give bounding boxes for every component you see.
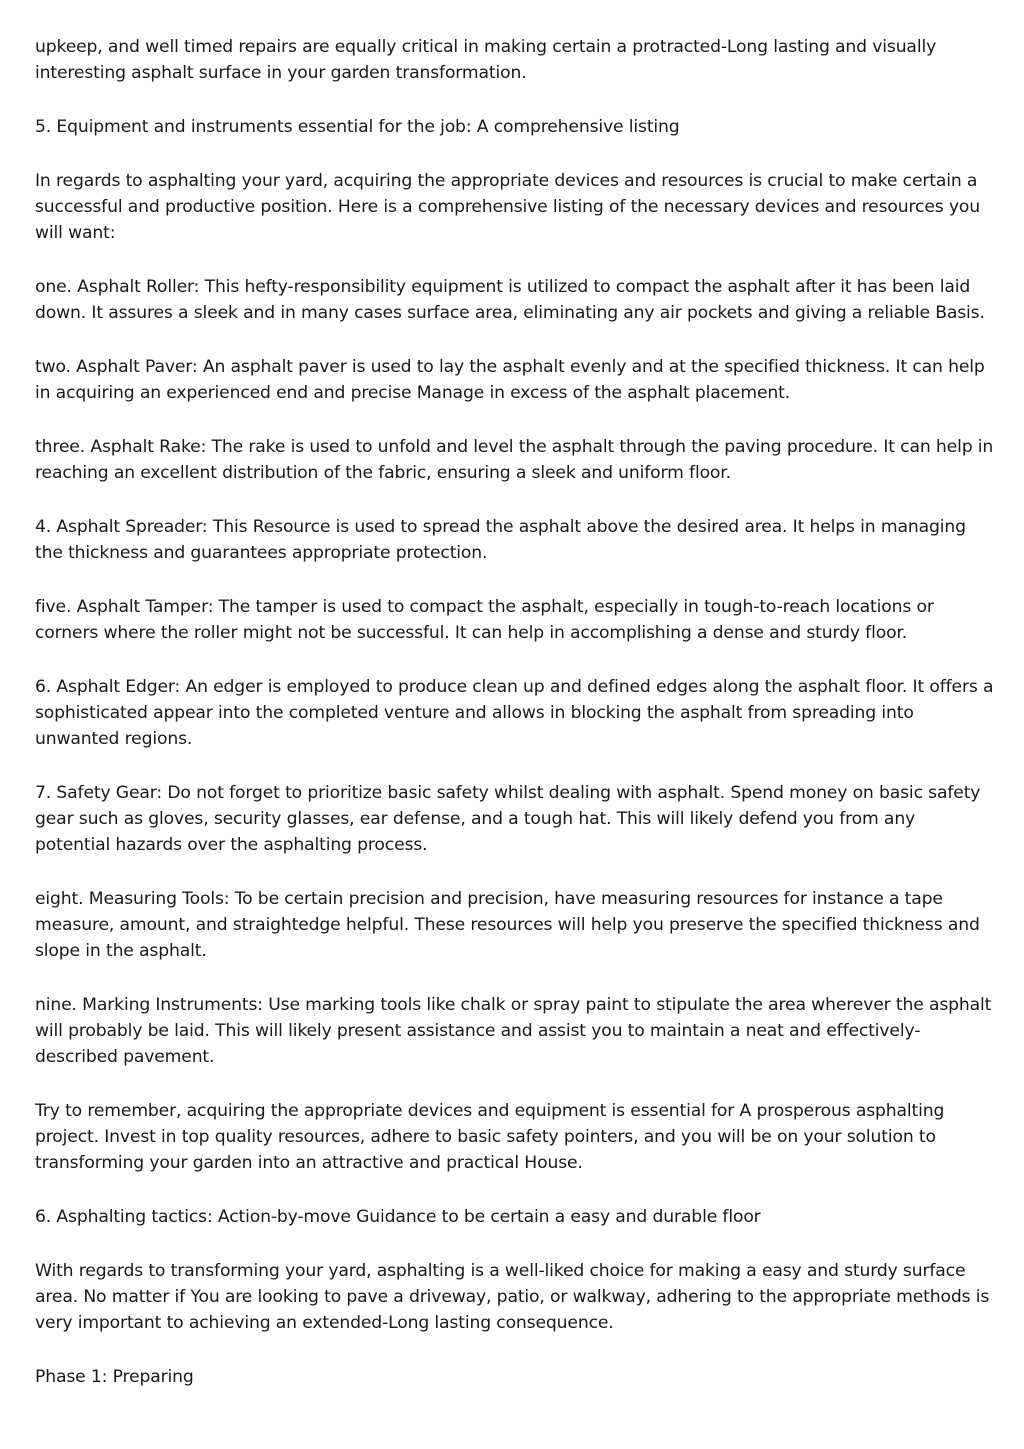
section-heading-techniques: 6. Asphalting tactics: Action-by-move Guidance to be certain a easy and durable floor <box>35 1207 761 1227</box>
list-item-asphalt-edger: 6. Asphalt Edger: An edger is employed to produce clean up and defined edges along the asphalt floor. It offers a sophisticated appear into the completed venture and allows in blocking the asphalt from spreading into unwanted regions. <box>35 677 994 749</box>
list-item-safety-gear: 7. Safety Gear: Do not forget to prioritize basic safety whilst dealing with asphalt. Spend money on basic safety gear such as gloves, security glasses, ear defense, and a tough hat. This will likely defend you from any potential hazards over the asphalting process. <box>35 783 981 855</box>
list-item-asphalt-paver: two. Asphalt Paver: An asphalt paver is used to lay the asphalt evenly and at the specified thickness. It can help in acquiring an experienced end and precise Manage in excess of the asphalt placement. <box>35 357 985 403</box>
paragraph-continuation: upkeep, and well timed repairs are equally critical in making certain a protracted-Long lasting and visually interesting asphalt surface in your garden transformation. <box>35 37 937 83</box>
list-item-marking-instruments: nine. Marking Instruments: Use marking tools like chalk or spray paint to stipulate the area wherever the asphalt will probably be laid. This will likely present assistance and assist you to maintain a neat and effectively-described pavement. <box>35 995 992 1067</box>
list-item-measuring-tools: eight. Measuring Tools: To be certain precision and precision, have measuring resources for instance a tape measure, amount, and straightedge helpful. These resources will help you preserve the specified thickness and slope in the asphalt. <box>35 889 980 961</box>
phase-heading: Phase 1: Preparing <box>35 1367 194 1387</box>
paragraph-summary: Try to remember, acquiring the appropriate devices and equipment is essential for A prosperous asphalting project. Invest in top quality resources, adhere to basic safety pointers, and you will be on your solution to transforming your garden into an attractive and practical House. <box>35 1101 945 1173</box>
list-item-asphalt-spreader: 4. Asphalt Spreader: This Resource is used to spread the asphalt above the desired area. It helps in managing the thickness and guarantees appropriate protection. <box>35 517 966 563</box>
list-item-asphalt-rake: three. Asphalt Rake: The rake is used to unfold and level the asphalt through the paving procedure. It can help in reaching an excellent distribution of the fabric, ensuring a sleek and uniform floor. <box>35 437 994 483</box>
paragraph-techniques-intro: With regards to transforming your yard, asphalting is a well-liked choice for making a easy and sturdy surface area. No matter if You are looking to pave a driveway, patio, or walkway, adhering to the appropriate methods is very important to achieving an extended-Long lasting consequence. <box>35 1261 990 1333</box>
section-heading-equipment: 5. Equipment and instruments essential for the job: A comprehensive listing <box>35 117 680 137</box>
paragraph-intro: In regards to asphalting your yard, acquiring the appropriate devices and resources is crucial to make certain a successful and productive position. Here is a comprehensive listing of the necessary devices and resources you will want: <box>35 171 981 243</box>
list-item-asphalt-tamper: five. Asphalt Tamper: The tamper is used to compact the asphalt, especially in tough-to-reach locations or corners where the roller might not be successful. It can help in accomplishing a dense and sturdy floor. <box>35 597 934 643</box>
document-body <box>35 34 995 1418</box>
list-item-asphalt-roller: one. Asphalt Roller: This hefty-responsibility equipment is utilized to compact the asphalt after it has been laid down. It assures a sleek and in many cases surface area, eliminating any air pockets and giving a reliable Basis. <box>35 277 985 323</box>
